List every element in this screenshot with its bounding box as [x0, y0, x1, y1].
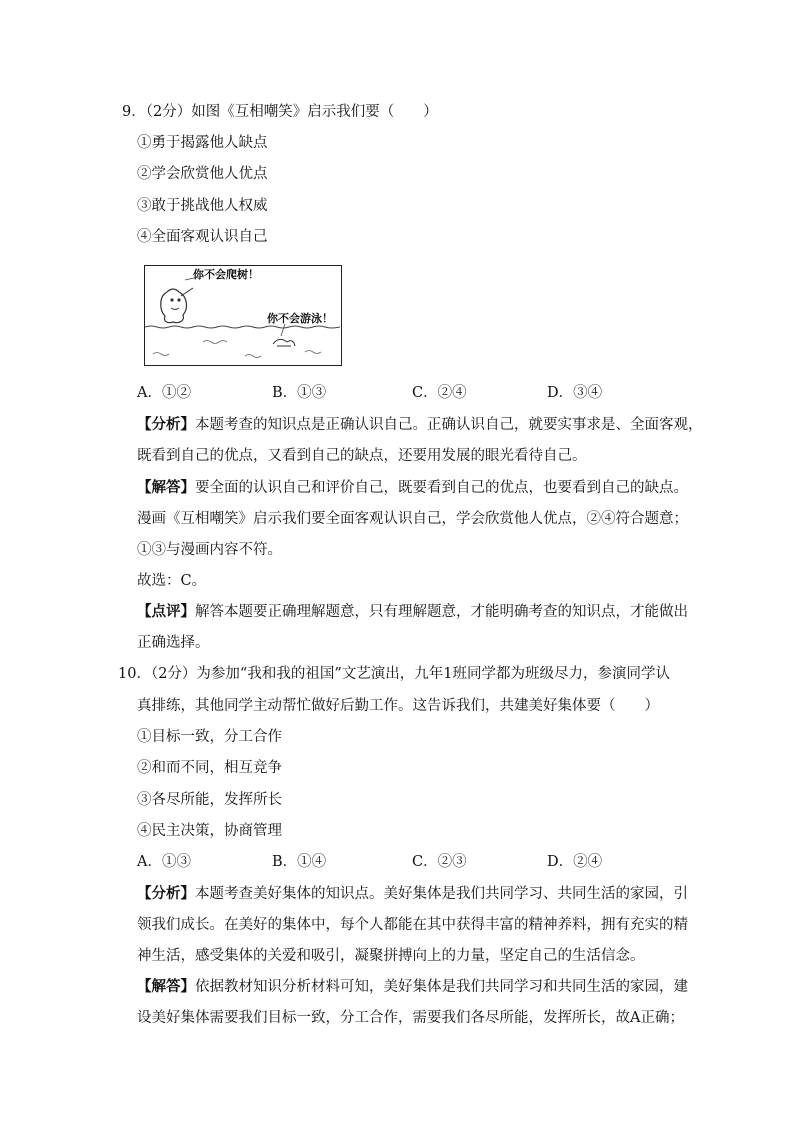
q9-option-d: D．③④ — [547, 385, 603, 401]
q9-analysis-line-2: 既看到自己的优点，又看到自己的缺点，还要用发展的眼光看待自己。 — [137, 448, 587, 464]
q10-analysis-tag: 【分析】 — [137, 885, 195, 902]
q10-item-2: ②和而不同，相互竞争 — [137, 760, 282, 776]
q9-choice: 故选：C。 — [137, 573, 207, 589]
q9-answer-line-2: 漫画《互相嘲笑》启示我们要全面客观认识自己，学会欣赏他人优点，②④符合题意； — [137, 511, 688, 527]
q9-item-2: ②学会欣赏他人优点 — [137, 166, 268, 182]
q9-comment-line-1 — [137, 602, 688, 622]
q10-item-3: ③各尽所能，发挥所长 — [137, 792, 282, 808]
q9-option-c: C．②④ — [412, 385, 467, 401]
q10-analysis-line-1 — [137, 884, 688, 904]
q9-stem: 9．（2分）如图《互相嘲笑》启示我们要（ ） — [122, 104, 438, 120]
q10-stem-line-1: 10．（2分）为参加“我和我的祖国”文艺演出，九年1班同学都为班级尽力，参演同学认 — [118, 666, 670, 682]
q9-item-3: ③敢于挑战他人权威 — [137, 198, 268, 214]
q9-answer-line-1 — [137, 478, 688, 498]
q10-item-4: ④民主决策，协商管理 — [137, 823, 282, 839]
q10-analysis-line-2: 领我们成长。在美好的集体中，每个人都能在其中获得丰富的精神养料，拥有充实的精 — [137, 917, 688, 933]
q10-option-c: C．②③ — [412, 854, 467, 870]
cartoon-speech-2: 你不会游泳！ — [267, 312, 333, 325]
q10-answer-text-1: 依据教材知识分析材料可知，美好集体是我们共同学习和共同生活的家园，建 — [195, 979, 688, 995]
q10-option-d: D．②④ — [547, 854, 603, 870]
q9-analysis-tag: 【分析】 — [137, 416, 195, 433]
cartoon-speech-1: 你不会爬树！ — [193, 268, 259, 281]
q10-analysis-line-3: 神生活，感受集体的关爱和吸引，凝聚拼搏向上的力量，坚定自己的生活信念。 — [137, 948, 645, 964]
cartoon-figure — [144, 265, 342, 366]
q10-answer-line-2: 设美好集体需要我们目标一致，分工合作，需要我们各尽所能，发挥所长，故A正确； — [137, 1010, 684, 1026]
q9-answer-text-1: 要全面的认识自己和评价自己，既要看到自己的优点，也要看到自己的缺点。 — [195, 480, 688, 496]
q10-analysis-text-1: 本题考查美好集体的知识点。美好集体是我们共同学习、共同生活的家园，引 — [195, 886, 688, 902]
q9-option-a: A．①② — [137, 385, 191, 401]
q10-item-1: ①目标一致，分工合作 — [137, 729, 282, 745]
q9-analysis-text-1: 本题考查的知识点是正确认识自己。正确认识自己，就要实事求是、全面客观， — [195, 417, 703, 433]
q9-comment-text-1: 解答本题要正确理解题意，只有理解题意，才能明确考查的知识点，才能做出 — [195, 604, 688, 620]
q10-answer-tag: 【解答】 — [137, 978, 195, 995]
q10-answer-line-1 — [137, 977, 688, 997]
q9-comment-line-2: 正确选择。 — [137, 635, 210, 651]
q9-comment-tag: 【点评】 — [137, 603, 195, 620]
q9-item-4: ④全面客观认识自己 — [137, 229, 268, 245]
q9-answer-line-3: ①③与漫画内容不符。 — [137, 542, 282, 558]
q9-answer-tag: 【解答】 — [137, 479, 195, 496]
q10-option-b: B．①④ — [272, 854, 327, 870]
q9-item-1: ①勇于揭露他人缺点 — [137, 135, 268, 151]
q9-analysis-line-1 — [137, 415, 703, 435]
q10-option-a: A．①③ — [137, 854, 191, 870]
q10-stem-line-2: 真排练，其他同学主动帮忙做好后勤工作。这告诉我们，共建美好集体要（ ） — [137, 698, 659, 714]
q9-option-b: B．①③ — [272, 385, 327, 401]
